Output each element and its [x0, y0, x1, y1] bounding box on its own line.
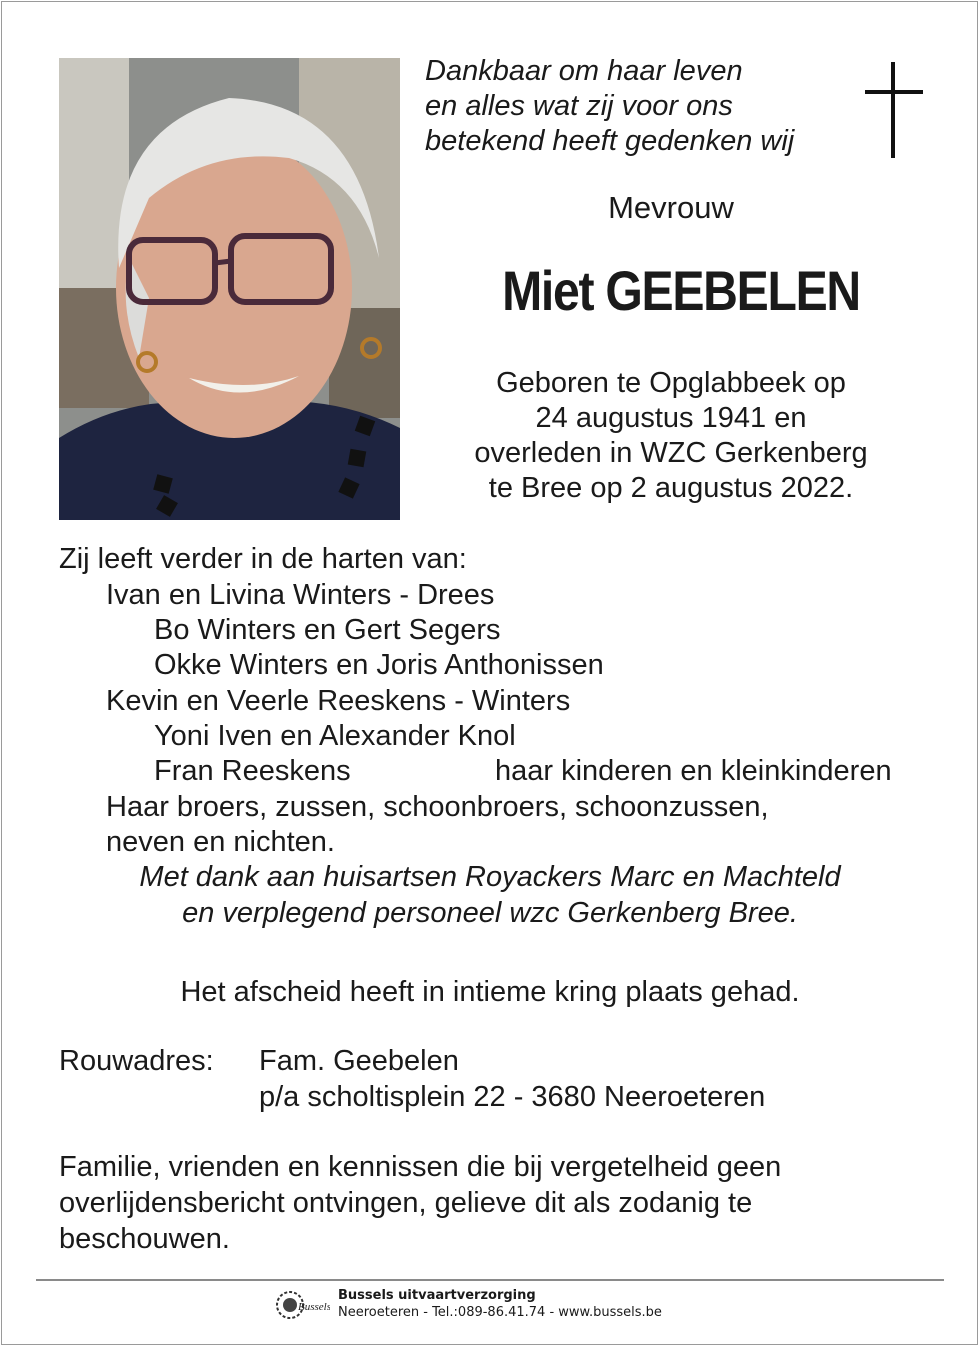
cross-icon — [865, 62, 923, 158]
family-heading: Zij leeft verder in de harten van: — [59, 543, 467, 575]
family-line: Fran Reeskens — [154, 755, 351, 787]
funeral-home-contact: Neeroeteren - Tel.:089-86.41.74 - www.bussels.be — [338, 1305, 662, 1320]
family-line: Ivan en Livina Winters - Drees — [106, 579, 495, 611]
funeral-home-name: Bussels uitvaartverzorging — [338, 1288, 536, 1303]
intro-line: Dankbaar om haar leven — [425, 55, 743, 87]
family-line: Haar broers, zussen, schoonbroers, schoonzussen, — [106, 791, 769, 823]
family-line: neven en nichten. — [106, 826, 335, 858]
farewell-text: Het afscheid heeft in intieme kring plaats gehad. — [180, 976, 800, 1008]
birth-death-info — [430, 366, 912, 506]
address-street: p/a scholtisplein 22 - 3680 Neeroeteren — [259, 1081, 766, 1113]
deceased-name: Miet GEEBELEN — [502, 259, 860, 322]
family-line: Bo Winters en Gert Segers — [154, 614, 501, 646]
notice-line: overlijdensbericht ontvingen, gelieve dit als zodanig te — [59, 1187, 753, 1219]
family-relation: haar kinderen en kleinkinderen — [495, 755, 892, 787]
intro-line: en alles wat zij voor ons — [425, 90, 733, 122]
intro-text — [425, 54, 794, 159]
family-line: Okke Winters en Joris Anthonissen — [154, 649, 604, 681]
thanks-line: en verplegend personeel wzc Gerkenberg Bree. — [182, 897, 798, 929]
birth-death-line: Geboren te Opglabbeek op — [496, 367, 846, 399]
notice-line: beschouwen. — [59, 1223, 230, 1255]
thanks-line: Met dank aan huisartsen Royackers Marc en Machteld — [139, 861, 841, 893]
logo-text: Bussels — [298, 1301, 330, 1313]
birth-death-line: 24 augustus 1941 en — [535, 402, 807, 434]
birth-death-line: te Bree op 2 augustus 2022. — [488, 472, 854, 504]
footer-divider — [36, 1279, 944, 1281]
family-line: Yoni Iven en Alexander Knol — [154, 720, 516, 752]
family-line: Kevin en Veerle Reeskens - Winters — [106, 685, 571, 717]
birth-death-line: overleden in WZC Gerkenberg — [474, 437, 868, 469]
intro-line: betekend heeft gedenken wij — [425, 125, 795, 157]
portrait-photo — [59, 58, 400, 520]
salutation: Mevrouw — [608, 190, 734, 225]
funeral-home-logo — [276, 1288, 330, 1322]
address-label: Rouwadres: — [59, 1045, 214, 1077]
address-name: Fam. Geebelen — [259, 1045, 459, 1077]
notice-line: Familie, vrienden en kennissen die bij vergetelheid geen — [59, 1151, 782, 1183]
